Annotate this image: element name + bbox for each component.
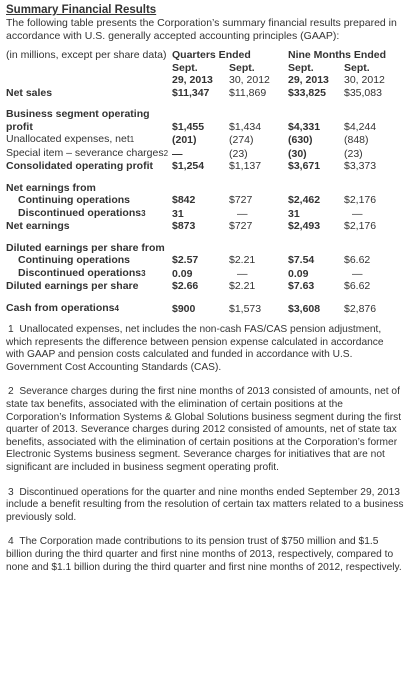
cell-value: $2,176 [344, 194, 377, 206]
table-row-unallocated [6, 133, 404, 147]
cell-value: (23) [229, 147, 248, 160]
cell-value: 0.09 [172, 267, 193, 280]
footnote-2: 2 Severance charges during the first nine months of 2013 consisted of amounts, net of state tax benefits, associated with the elimination of certain positions at the Corporation’s Information Systems & Global Solutions business segment during the first quarter of 2013. Severance charges during 2012 consisted of amounts, net of state tax benefits, associated with the elimination of certain positions at the Corporation’s former Electronic Systems business segment. Severance charges for initiatives that are not significant are included in business segment operating profit. [6, 386, 402, 473]
cell-value: $4,244 [344, 120, 377, 133]
col-header-n2012-line2: 30, 2012 [344, 74, 385, 86]
footnote-ref: 3 [141, 208, 146, 218]
table-header-row-group [6, 49, 404, 62]
cell-value: $2.66 [172, 280, 199, 292]
cell-value: — [352, 207, 363, 220]
table-row-segment-heading [6, 108, 404, 121]
footnote-ref: 2 [163, 148, 169, 158]
row-label: Diluted earnings per share [6, 280, 139, 292]
cell-value: $33,825 [288, 86, 326, 99]
cell-value: — [237, 267, 248, 280]
cell-value: $2,876 [344, 302, 377, 315]
cell-value: (201) [172, 134, 197, 146]
cell-value: $1,455 [172, 120, 205, 133]
cell-value: $7.54 [288, 254, 315, 266]
cell-value: 31 [172, 207, 184, 220]
summary-financial-table [6, 49, 404, 315]
footnote-ref: 3 [141, 268, 146, 278]
row-label: Unallocated expenses, net1 [6, 133, 135, 145]
col-header-n2013-line1: Sept. [288, 61, 314, 74]
cell-value: $11,347 [172, 86, 210, 99]
cell-value: $1,573 [229, 302, 262, 315]
cell-value: $3,608 [288, 302, 321, 315]
table-row-cash-from-ops [6, 302, 404, 316]
cell-value: $727 [229, 220, 253, 232]
cell-value: $1,137 [229, 160, 262, 172]
col-header-q2013-line2: 29, 2013 [172, 74, 213, 86]
row-label: Special item – severance charges2 [6, 146, 169, 159]
table-header-row-sept [6, 62, 404, 75]
section-title: Summary Financial Results [6, 4, 157, 16]
cell-value: — [352, 267, 363, 280]
cell-value: $842 [172, 194, 196, 206]
cell-value: (23) [344, 147, 363, 160]
col-header-q2013-line1: Sept. [172, 61, 198, 74]
row-label: profit [6, 120, 33, 133]
table-row-net-earnings [6, 220, 404, 233]
table-row-net-earnings-heading [6, 182, 404, 195]
cell-value: $3,373 [344, 160, 377, 172]
cell-value: $873 [172, 220, 196, 232]
table-row-eps-continuing [6, 254, 404, 267]
cell-value: — [237, 207, 248, 220]
footnote-ref: 4 [114, 303, 119, 313]
nine-months-ended-header: Nine Months Ended [288, 49, 386, 61]
cell-value: $11,869 [229, 86, 267, 99]
row-label: Continuing operations [18, 194, 130, 206]
cell-value: $2,462 [288, 194, 321, 206]
cell-value: $4,331 [288, 120, 321, 133]
row-label: Diluted earnings per share from [6, 241, 165, 254]
table-header-row-date [6, 74, 404, 87]
cell-value: (274) [229, 134, 254, 146]
col-header-q2012-line1: Sept. [229, 61, 255, 74]
row-label: Net earnings [6, 220, 70, 232]
cell-value: $35,083 [344, 86, 382, 99]
cell-value: $3,671 [288, 160, 321, 172]
row-label: Net earnings from [6, 181, 96, 194]
cell-value: 0.09 [288, 267, 309, 280]
footnote-4: 4 The Corporation made contributions to its pension trust of $750 million and $1.5 billion during the third quarter and first nine months of 2013, respectively, compared to none and $1.1 billion during the third quarter and first nine months of 2012, respectively. [6, 536, 402, 573]
cell-value: $2,493 [288, 220, 321, 232]
table-row-diluted-eps [6, 280, 404, 293]
table-row-consolidated-profit [6, 160, 404, 173]
intro-paragraph: The following table presents the Corporation’s summary financial results prepared in accordance with U.S. generally accepted accounting principles (GAAP): [6, 17, 397, 42]
table-row-segment-profit [6, 121, 404, 134]
row-label: Discontinued operations3 [18, 206, 146, 219]
cell-value: $6.62 [344, 254, 371, 266]
cell-value: $2,176 [344, 220, 377, 232]
table-row-eps-discontinued [6, 267, 404, 281]
footnote-ref: 1 [129, 135, 135, 144]
row-label: Consolidated operating profit [6, 160, 153, 172]
quarters-ended-header: Quarters Ended [172, 49, 251, 61]
cell-value: — [172, 147, 183, 160]
units-label: (in millions, except per share data) [6, 49, 167, 61]
table-row-diluted-heading [6, 242, 404, 255]
cell-value: $1,254 [172, 160, 205, 172]
cell-value: (848) [344, 134, 369, 146]
row-label: Continuing operations [18, 254, 130, 266]
table-row-continuing-ops [6, 194, 404, 207]
cell-value: $2.21 [229, 280, 256, 292]
cell-value: (630) [288, 134, 313, 146]
cell-value: $6.62 [344, 280, 371, 292]
table-row-net-sales [6, 87, 404, 100]
cell-value: $2.21 [229, 254, 256, 266]
cell-value: (30) [288, 147, 307, 160]
row-label: Cash from operations4 [6, 301, 119, 314]
row-label: Discontinued operations3 [18, 266, 146, 279]
cell-value: $900 [172, 302, 196, 315]
col-header-n2012-line1: Sept. [344, 61, 370, 74]
cell-value: 31 [288, 207, 300, 220]
cell-value: $727 [229, 194, 253, 206]
cell-value: $2.57 [172, 254, 199, 266]
row-label: Net sales [6, 86, 53, 99]
cell-value: $7.63 [288, 280, 315, 292]
col-header-n2013-line2: 29, 2013 [288, 74, 329, 86]
footnote-3: 3 Discontinued operations for the quarter and nine months ended September 29, 2013 include a benefit resulting from the resolution of certain tax matters related to a business previously sold. [6, 486, 404, 523]
cell-value: $1,434 [229, 120, 262, 133]
table-row-discontinued-ops [6, 207, 404, 221]
footnote-1: 1 Unallocated expenses, net includes the non-cash FAS/CAS pension adjustment, which represents the difference between pension expense calculated in accordance with GAAP and pension costs calculated and funded in accordance with U.S. Government Cost Accounting Standards (CAS). [6, 324, 384, 373]
col-header-q2012-line2: 30, 2012 [229, 74, 270, 86]
row-label: Business segment operating [6, 108, 150, 120]
table-row-severance [6, 147, 404, 161]
